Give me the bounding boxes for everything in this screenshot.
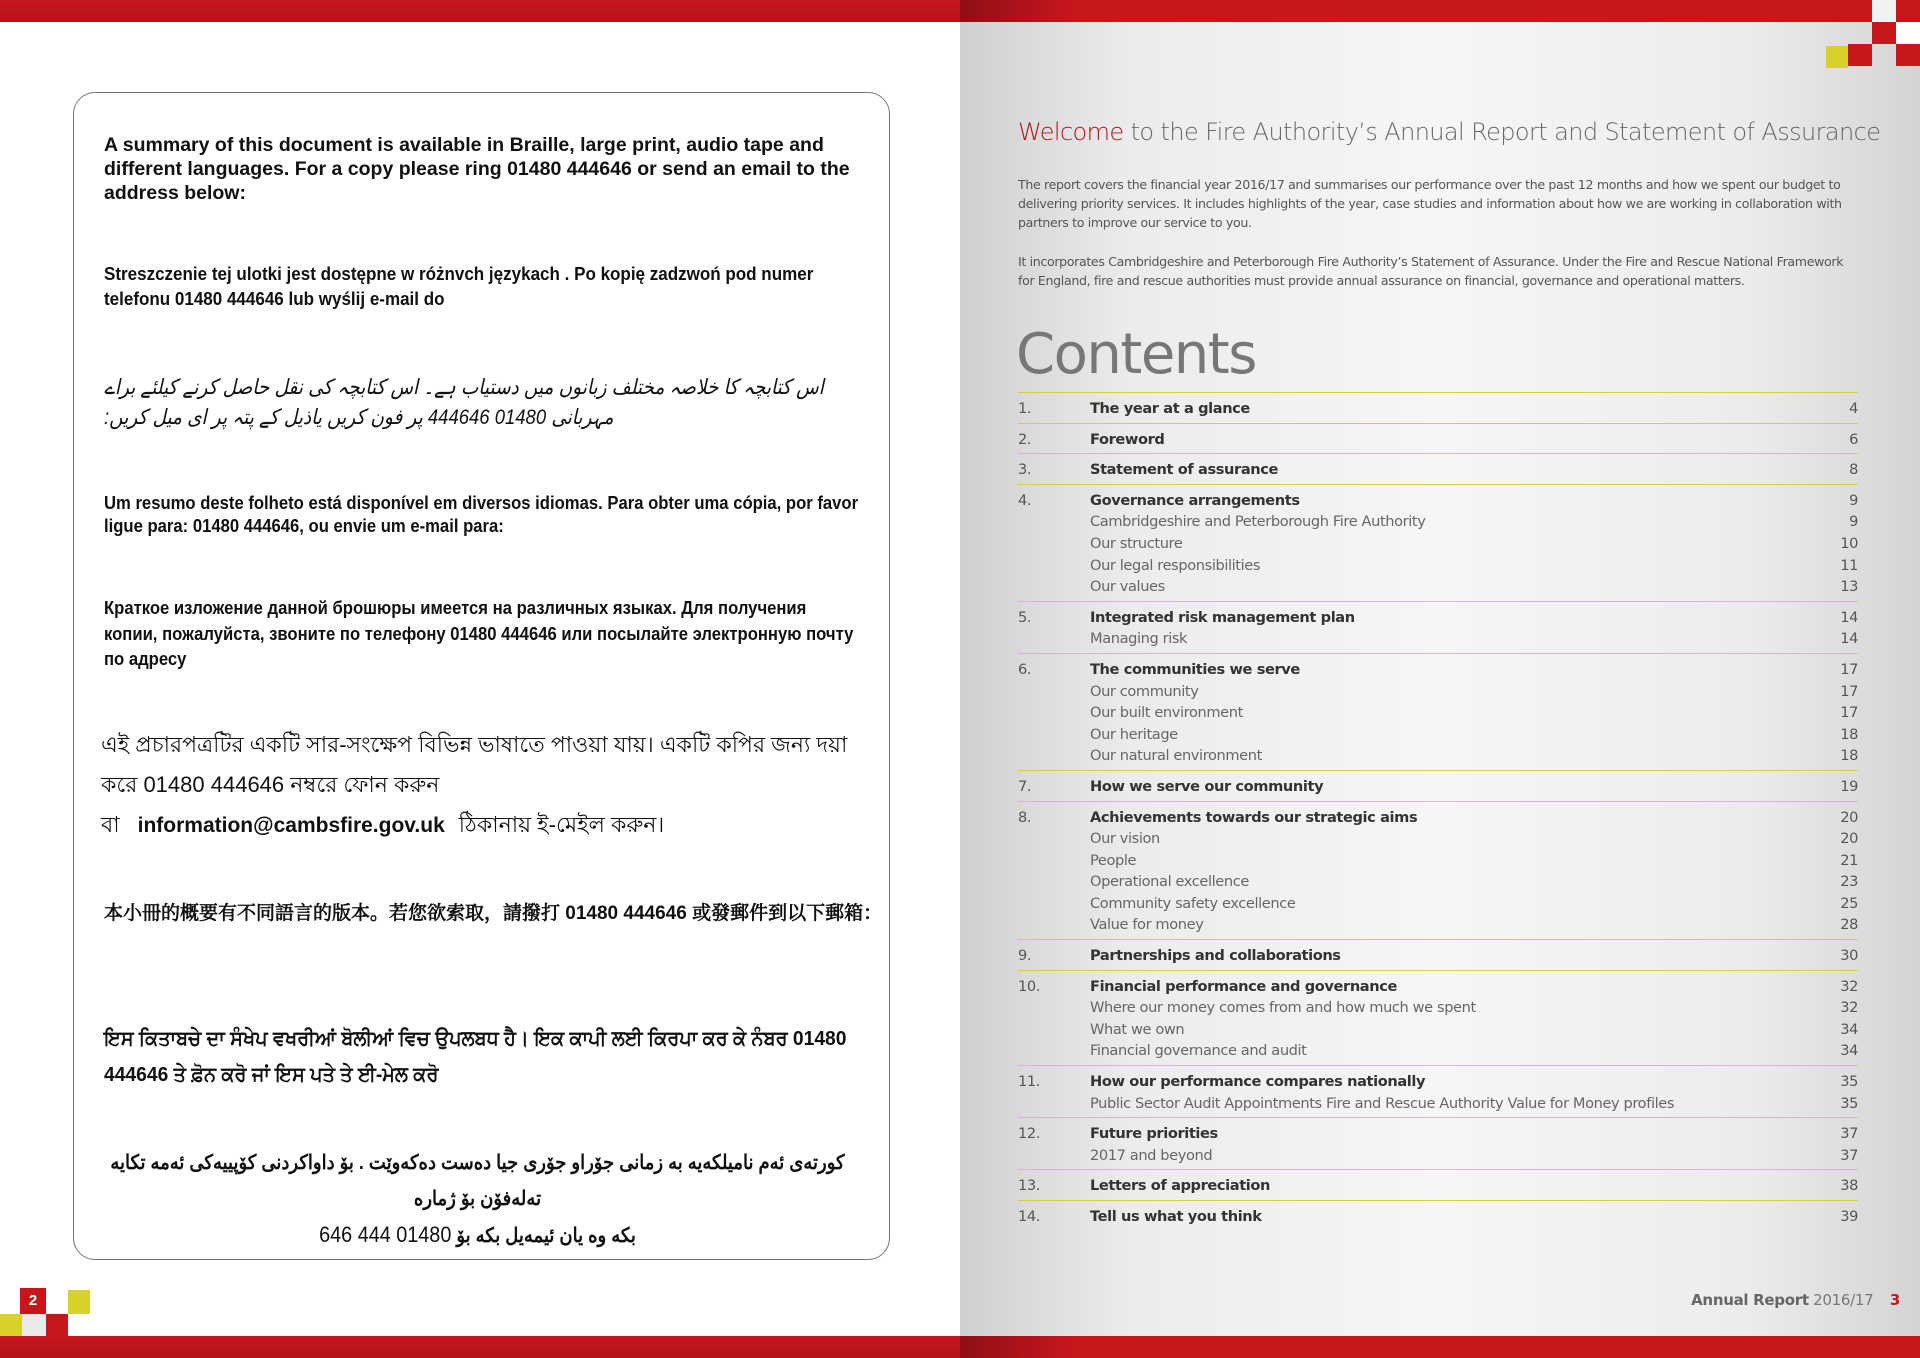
toc-subsection-title: Our natural environment bbox=[1090, 747, 1262, 765]
toc-subsection-row[interactable] bbox=[1018, 1040, 1858, 1062]
toc-section-title: Tell us what you think bbox=[1090, 1208, 1262, 1225]
toc-section-title: Foreword bbox=[1090, 430, 1165, 448]
toc-page-number: 25 bbox=[1840, 894, 1858, 912]
punjabi-summary-text: ਇਸ ਕਿਤਾਬਚੇ ਦਾ ਸੰਖੇਪ ਵਖਰੀਆਂ ਬੋਲੀਆਂ ਵਿਚ ਉਪਲਬਧ ਹੈ। ਇਕ ਕਾਪੀ ਲਈ ਕਿਰਪਾ ਕਰ ਕੇ ਨੰਬਰ 01480 444646 ਤੇ ਫ਼ੋਨ ਕਰੋ ਜਾਂ ਇਸ ਪਤੇ ਤੇ ਈ-ਮੇਲ ਕਰੋ bbox=[104, 1027, 847, 1086]
toc-subsection-title: Our vision bbox=[1090, 830, 1160, 848]
toc-subsection-row[interactable] bbox=[1018, 828, 1858, 850]
toc-page-number: 9 bbox=[1849, 513, 1858, 531]
toc-subsection-row[interactable] bbox=[1018, 533, 1858, 555]
toc-page-number: 17 bbox=[1840, 682, 1858, 700]
welcome-highlight: Welcome bbox=[1018, 118, 1124, 146]
toc-subsection-row[interactable] bbox=[1018, 745, 1858, 767]
toc-subsection-row[interactable] bbox=[1018, 850, 1858, 872]
page-footer bbox=[1691, 1291, 1900, 1309]
intro-paragraph-2: It incorporates Cambridgeshire and Peterborough Fire Authority’s Statement of Assurance. Under the Fire and Rescue National Framework for England, fire and rescue authorities must provide annual assurance on financial, governance and operational matters. bbox=[1018, 254, 1844, 288]
toc-heading-row[interactable] bbox=[1018, 1206, 1858, 1228]
toc-subsection-row[interactable] bbox=[1018, 724, 1858, 746]
toc-subsection-title: People bbox=[1090, 851, 1137, 869]
toc-entry bbox=[1018, 1169, 1858, 1200]
toc-subsection-title: Value for money bbox=[1090, 916, 1204, 934]
toc-subsection-title: Our community bbox=[1090, 682, 1199, 700]
toc-page-number: 6 bbox=[1849, 430, 1858, 448]
toc-subsection-row[interactable] bbox=[1018, 628, 1858, 650]
toc-page-number: 32 bbox=[1840, 977, 1858, 995]
toc-subsection-title: Our values bbox=[1090, 578, 1165, 596]
toc-subsection-title: Our heritage bbox=[1090, 725, 1178, 743]
toc-entry bbox=[1018, 1200, 1858, 1231]
toc-subsection-title: Cambridgeshire and Peterborough Fire Authority bbox=[1090, 513, 1426, 531]
toc-section-number: 3. bbox=[1018, 461, 1032, 479]
toc-page-number: 37 bbox=[1840, 1146, 1858, 1164]
bottom-red-band bbox=[960, 1336, 1920, 1358]
decor-square bbox=[22, 1314, 46, 1336]
urdu-summary-text: اس کتابچہ کا خلاصہ مختلف زبانوں میں دستیاب ہے۔ اس کتابچہ کی نقل حاصل کرنے کیلئے براے مہربانی 01480 444646 پر فون کریں یاذیل کے پتہ پر ای میل کریں: bbox=[104, 376, 824, 429]
welcome-rest: to the Fire Authority’s Annual Report and Statement of Assurance bbox=[1123, 118, 1881, 146]
toc-heading-row[interactable] bbox=[1018, 398, 1858, 420]
toc-page-number: 4 bbox=[1849, 400, 1858, 417]
intro-paragraph-1: The report covers the financial year 2016/17 and summarises our performance over the past 12 months and how we spent our budget to delivering priority services. It includes highlights of the year, case studies and information about how we are working in collaboration with partners to improve our service to you. bbox=[1018, 177, 1842, 230]
toc-section-title: How our performance compares nationally bbox=[1090, 1073, 1426, 1091]
decor-square bbox=[1896, 44, 1920, 66]
toc-section-title: Achievements towards our strategic aims bbox=[1090, 808, 1418, 826]
toc-subsection-row[interactable] bbox=[1018, 555, 1858, 577]
toc-section-title: Future priorities bbox=[1090, 1125, 1218, 1143]
toc-heading-row[interactable] bbox=[1018, 659, 1858, 681]
kurdish-phone-number: 01480 444 646 bbox=[319, 1222, 452, 1247]
toc-section-title: Integrated risk management plan bbox=[1090, 608, 1355, 626]
toc-subsection-row[interactable] bbox=[1018, 871, 1858, 893]
contents-title: Contents bbox=[1016, 322, 1256, 387]
toc-page-number: 21 bbox=[1840, 851, 1858, 869]
toc-section-title: Statement of assurance bbox=[1090, 461, 1279, 479]
toc-page-number: 18 bbox=[1840, 747, 1858, 765]
bengali-text-before: এই প্রচারপত্রটির একটি সার-সংক্ষেপ বিভিন্ন ভাষাতে পাওয়া যায়। একটি কপির জন্য দয়া করে 01480 444646 নম্বরে ফোন করুন বা bbox=[101, 732, 848, 837]
toc-page-number: 39 bbox=[1840, 1208, 1858, 1225]
toc-heading-row[interactable] bbox=[1018, 807, 1858, 829]
toc-page-number: 18 bbox=[1840, 725, 1858, 743]
toc-section-number: 8. bbox=[1018, 808, 1032, 826]
toc-page-number: 14 bbox=[1840, 608, 1858, 626]
toc-section-number: 1. bbox=[1018, 400, 1032, 417]
toc-section-title: How we serve our community bbox=[1090, 777, 1324, 795]
toc-subsection-title: Operational excellence bbox=[1090, 873, 1249, 891]
toc-page-number: 11 bbox=[1840, 556, 1858, 574]
right-page bbox=[960, 0, 1920, 1358]
toc-section-number: 6. bbox=[1018, 660, 1032, 678]
toc-subsection-row[interactable] bbox=[1018, 681, 1858, 703]
decor-square bbox=[1872, 22, 1896, 44]
toc-entry bbox=[1018, 970, 1858, 1065]
toc-page-number: 23 bbox=[1840, 873, 1858, 891]
toc-entry bbox=[1018, 423, 1858, 454]
toc-entry bbox=[1018, 601, 1858, 653]
polish-summary-text: Streszczenie tej ulotki jest dostępne w różnvch językach . Po kopię zadzwoń pod numer telefonu 01480 444646 lub wyślij e-mail do bbox=[104, 263, 814, 309]
top-red-band bbox=[0, 0, 960, 22]
toc-subsection-row[interactable] bbox=[1018, 511, 1858, 533]
toc-page-number: 14 bbox=[1840, 630, 1858, 648]
toc-subsection-row[interactable] bbox=[1018, 1145, 1858, 1167]
bengali-summary-text bbox=[101, 725, 871, 846]
toc-entry bbox=[1018, 653, 1858, 770]
toc-page-number: 37 bbox=[1840, 1125, 1858, 1143]
decor-square bbox=[1896, 22, 1920, 44]
toc-entry bbox=[1018, 484, 1858, 601]
decor-square bbox=[1848, 44, 1872, 66]
table-of-contents bbox=[1018, 392, 1858, 1231]
decor-square bbox=[0, 1314, 22, 1336]
toc-page-number: 13 bbox=[1840, 578, 1858, 596]
toc-entry bbox=[1018, 1117, 1858, 1169]
toc-section-number: 7. bbox=[1018, 777, 1032, 795]
toc-subsection-title: 2017 and beyond bbox=[1090, 1146, 1213, 1164]
toc-entry bbox=[1018, 392, 1858, 423]
page-number-right: 3 bbox=[1889, 1291, 1900, 1309]
toc-page-number: 9 bbox=[1849, 491, 1858, 509]
toc-section-title: Partnerships and collaborations bbox=[1090, 947, 1341, 965]
footer-year: 2016/17 bbox=[1813, 1291, 1874, 1309]
toc-section-title: Governance arrangements bbox=[1090, 491, 1300, 509]
toc-heading-row[interactable] bbox=[1018, 976, 1858, 998]
toc-section-number: 5. bbox=[1018, 608, 1032, 626]
toc-page-number: 20 bbox=[1840, 830, 1858, 848]
decor-square bbox=[1848, 0, 1872, 22]
toc-section-title: Letters of appreciation bbox=[1090, 1177, 1270, 1195]
toc-page-number: 19 bbox=[1840, 777, 1858, 795]
toc-heading-row[interactable] bbox=[1018, 776, 1858, 798]
toc-heading-row[interactable] bbox=[1018, 459, 1858, 481]
toc-heading-row[interactable] bbox=[1018, 607, 1858, 629]
toc-page-number: 34 bbox=[1840, 1042, 1858, 1060]
toc-subsection-title: What we own bbox=[1090, 1020, 1185, 1038]
toc-section-number: 14. bbox=[1018, 1208, 1041, 1225]
kurdish-line-1: کورتەی ئەم نامیلکەیە بە زمانی جۆراو جۆری جیا دەست دەکەوێت . بۆ داواکردنی کۆپییەکی ئەمە تکایە تەلەفۆن بۆ ژمارە bbox=[110, 1152, 845, 1210]
toc-section-title: Financial performance and governance bbox=[1090, 977, 1397, 995]
toc-entry bbox=[1018, 770, 1858, 801]
english-summary-text: A summary of this document is available in Braille, large print, audio tape and different languages. For a copy please ring 01480 444646 or send an email to the address below: bbox=[104, 134, 850, 204]
toc-section-number: 10. bbox=[1018, 977, 1041, 995]
toc-subsection-row[interactable] bbox=[1018, 702, 1858, 724]
decor-square bbox=[68, 1290, 90, 1314]
portuguese-summary-text: Um resumo deste folheto está disponível em diversos idiomas. Para obter uma cópia, por favor ligue para: 01480 444646, ou envie um e-mail para: bbox=[104, 492, 859, 536]
toc-page-number: 20 bbox=[1840, 808, 1858, 826]
toc-subsection-title: Managing risk bbox=[1090, 630, 1188, 648]
decor-square bbox=[1826, 46, 1848, 68]
toc-page-number: 28 bbox=[1840, 916, 1858, 934]
toc-heading-row[interactable] bbox=[1018, 429, 1858, 451]
toc-subsection-title: Public Sector Audit Appointments Fire and Rescue Authority Value for Money profiles bbox=[1090, 1094, 1675, 1112]
russian-summary-text: Краткое изложение данной брошюры имеется на различных языках. Для получения копии, пожалуйста, звоните по телефону 01480 444646 или посылайте электронную почту по адресу bbox=[104, 597, 854, 669]
toc-page-number: 10 bbox=[1840, 534, 1858, 552]
toc-subsection-row[interactable] bbox=[1018, 1019, 1858, 1041]
kurdish-line-2 bbox=[104, 1217, 851, 1254]
toc-page-number: 35 bbox=[1840, 1073, 1858, 1091]
toc-section-number: 12. bbox=[1018, 1125, 1041, 1143]
toc-heading-row[interactable] bbox=[1018, 1123, 1858, 1145]
kurdish-line-2-text: بکە وە یان ئیمەیل بکە بۆ bbox=[456, 1225, 636, 1247]
top-red-band bbox=[960, 0, 1920, 22]
decor-square bbox=[46, 1314, 68, 1336]
toc-subsection-row[interactable] bbox=[1018, 914, 1858, 936]
toc-subsection-row[interactable] bbox=[1018, 1093, 1858, 1115]
toc-section-title: The year at a glance bbox=[1090, 400, 1250, 417]
toc-section-number: 13. bbox=[1018, 1177, 1041, 1195]
alternative-formats-box bbox=[73, 92, 890, 1260]
toc-section-number: 9. bbox=[1018, 947, 1032, 965]
toc-heading-row[interactable] bbox=[1018, 490, 1858, 512]
toc-section-number: 4. bbox=[1018, 491, 1032, 509]
toc-page-number: 32 bbox=[1840, 999, 1858, 1017]
contact-email-link[interactable]: information@cambsfire.gov.uk bbox=[137, 814, 445, 837]
toc-subsection-row[interactable] bbox=[1018, 997, 1858, 1019]
toc-section-number: 11. bbox=[1018, 1073, 1041, 1091]
toc-page-number: 38 bbox=[1840, 1177, 1858, 1195]
toc-subsection-title: Community safety excellence bbox=[1090, 894, 1296, 912]
toc-subsection-title: Our structure bbox=[1090, 534, 1183, 552]
toc-section-number: 2. bbox=[1018, 430, 1032, 448]
decor-square bbox=[1896, 0, 1920, 22]
toc-page-number: 17 bbox=[1840, 660, 1858, 678]
toc-heading-row[interactable] bbox=[1018, 1071, 1858, 1093]
toc-subsection-row[interactable] bbox=[1018, 576, 1858, 598]
toc-subsection-title: Where our money comes from and how much we spent bbox=[1090, 999, 1476, 1017]
toc-heading-row[interactable] bbox=[1018, 945, 1858, 967]
toc-page-number: 35 bbox=[1840, 1094, 1858, 1112]
bottom-red-band bbox=[0, 1336, 960, 1358]
toc-entry bbox=[1018, 453, 1858, 484]
page-number-left: 2 bbox=[20, 1288, 46, 1314]
toc-page-number: 17 bbox=[1840, 704, 1858, 722]
toc-section-title: The communities we serve bbox=[1090, 660, 1300, 678]
toc-entry bbox=[1018, 1065, 1858, 1117]
welcome-heading bbox=[1018, 118, 1880, 146]
toc-page-number: 8 bbox=[1849, 461, 1858, 479]
toc-subsection-row[interactable] bbox=[1018, 893, 1858, 915]
toc-entry bbox=[1018, 939, 1858, 970]
toc-entry bbox=[1018, 801, 1858, 940]
footer-report-title: Annual Report bbox=[1691, 1291, 1809, 1309]
bengali-text-after: ঠিকানায় ই-মেইল করুন। bbox=[458, 812, 665, 837]
toc-subsection-title: Our built environment bbox=[1090, 704, 1243, 722]
toc-page-number: 34 bbox=[1840, 1020, 1858, 1038]
toc-heading-row[interactable] bbox=[1018, 1175, 1858, 1197]
chinese-summary-text: 本小冊的概要有不同語言的版本。若您欲索取，請撥打 01480 444646 或發郵件到以下郵箱： bbox=[104, 903, 883, 924]
toc-page-number: 30 bbox=[1840, 947, 1858, 965]
kurdish-summary-text bbox=[104, 1145, 851, 1254]
toc-subsection-title: Financial governance and audit bbox=[1090, 1042, 1307, 1060]
decor-square bbox=[1872, 0, 1896, 22]
toc-subsection-title: Our legal responsibilities bbox=[1090, 556, 1261, 574]
